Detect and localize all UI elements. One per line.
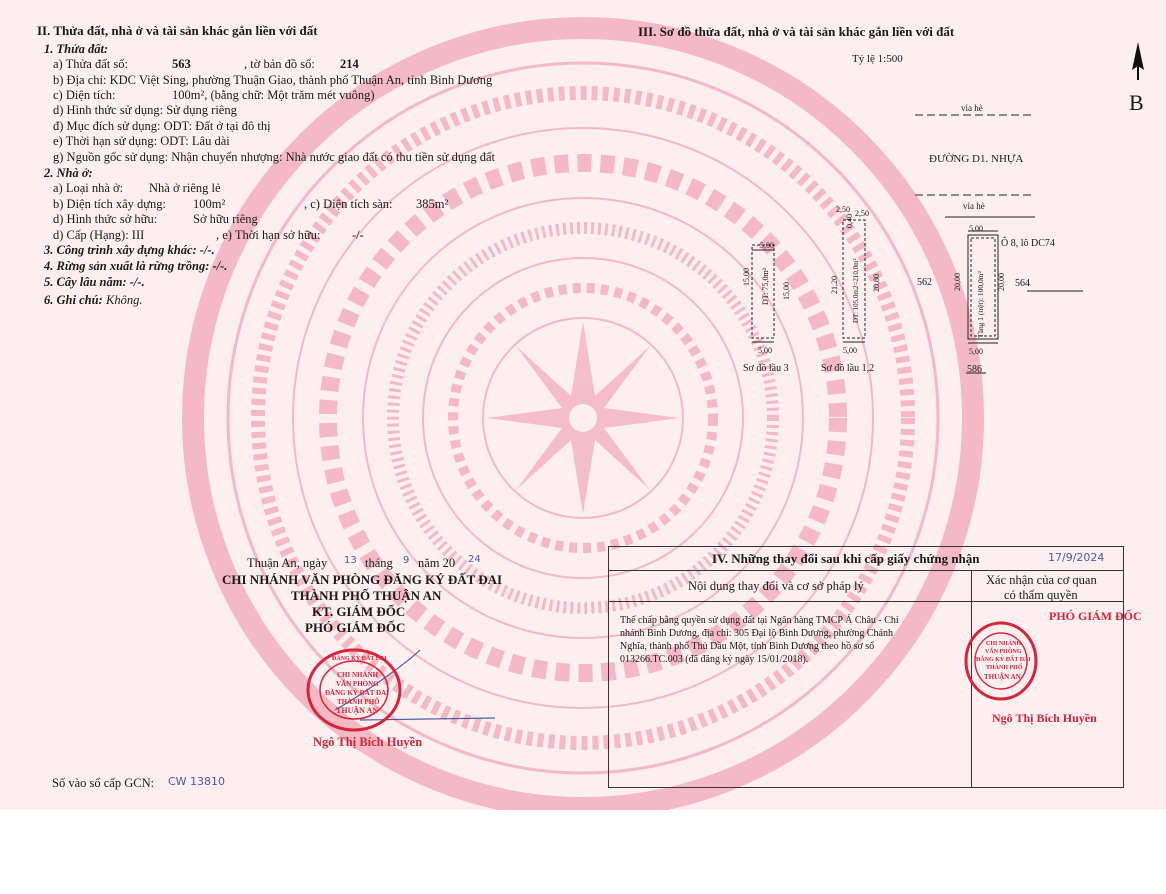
change-content-line-4: 013266.TC.003 (đã đăng ký ngày 15/01/2018). bbox=[620, 654, 809, 665]
lot-label: Ô 8, lô DC74 bbox=[1001, 238, 1055, 249]
signer-title: PHÓ GIÁM ĐỐC bbox=[305, 620, 406, 635]
content-column-header: Nội dung thay đổi và cơ sở pháp lý bbox=[688, 579, 864, 593]
changes-title: IV. Những thay đổi sau khi cấp giấy chứng nhận bbox=[712, 551, 980, 566]
signer-name: Ngô Thị Bích Huyền bbox=[313, 735, 423, 749]
month-label: tháng bbox=[365, 556, 393, 570]
change-content-line-3: Nghĩa, thành phố Thủ Dầu Một, tỉnh Bình Dương theo hồ sơ số bbox=[620, 641, 875, 652]
confirm-column-header-2: có thẩm quyền bbox=[1004, 588, 1078, 602]
floor-area-label: , c) Diện tích sàn: bbox=[304, 197, 393, 211]
floor12-top-dim-1: 2,50 bbox=[836, 205, 850, 214]
confirm-seal-line-5: THUẬN AN bbox=[984, 673, 1021, 681]
seal-line-2: VĂN PHÒNG bbox=[336, 680, 379, 688]
floor3-bottom-dim: 5,00 bbox=[758, 346, 772, 355]
map-scale: Tỷ lệ 1:500 bbox=[852, 53, 903, 65]
house-grade: d) Cấp (Hạng): III bbox=[53, 228, 145, 242]
map-sheet-label: , tờ bản đồ số: bbox=[244, 57, 315, 71]
planted-forest: 4. Rừng sản xuất là rừng trồng: -/-. bbox=[44, 259, 228, 273]
office-name: CHI NHÁNH VĂN PHÒNG ĐĂNG KÝ ĐẤT ĐAI bbox=[222, 572, 503, 587]
parcel-number-label: a) Thửa đất số: bbox=[53, 57, 128, 71]
floor3-right-dim: 15,00 bbox=[782, 282, 791, 300]
confirm-seal-line-4: THÀNH PHỐ bbox=[986, 665, 1023, 671]
issue-place-date-label: Thuận An, ngày bbox=[247, 556, 328, 570]
floor12-right-dim: 20,80 bbox=[872, 274, 881, 292]
register-number: CW 13810 bbox=[168, 775, 226, 788]
ownership-term-value: -/- bbox=[352, 228, 364, 242]
sidewalk-bottom: vỉa hè bbox=[963, 201, 985, 211]
confirm-column-header-1: Xác nhận của cơ quan bbox=[986, 573, 1097, 587]
register-label: Số vào sổ cấp GCN: bbox=[52, 776, 155, 790]
north-label: B bbox=[1129, 90, 1144, 115]
confirm-seal-line-3: ĐĂNG KÝ ĐẤT ĐAI bbox=[976, 657, 1031, 663]
land-use-form: d) Hình thức sử dụng: Sử dụng riêng bbox=[53, 103, 237, 117]
neighbor-right: 564 bbox=[1015, 278, 1030, 289]
map-sheet-number: 214 bbox=[340, 57, 359, 71]
neighbor-bottom: 586 bbox=[967, 364, 982, 375]
land-use-origin: g) Nguồn gốc sử dụng: Nhận chuyển nhượng: Nhà nước giao đất có thu tiền sử dụng đất bbox=[53, 150, 495, 164]
changes-date: 17/9/2024 bbox=[1048, 551, 1105, 564]
parcel-top-dim: 5,00 bbox=[969, 224, 983, 233]
land-area-value: 100m², (bằng chữ: Một trăm mét vuông) bbox=[172, 88, 375, 102]
house-type-label: a) Loại nhà ở: bbox=[53, 181, 124, 195]
road-name: ĐƯỜNG D1. NHỰA bbox=[929, 153, 1024, 165]
floor12-area: DT: 105,0m2=210,0m² bbox=[852, 258, 860, 323]
floor12-bottom-dim: 5,00 bbox=[843, 346, 857, 355]
year-label: năm 20 bbox=[418, 556, 456, 570]
seal-line-5: THUẬN AN bbox=[336, 706, 379, 715]
seal-line-1: CHI NHÁNH bbox=[337, 671, 379, 679]
perennial-trees: 5. Cây lâu năm: -/-. bbox=[44, 275, 145, 289]
floor3-area: DT: 75,0m² bbox=[761, 267, 770, 305]
seal-top-text: ĐĂNG KÝ ĐẤT ĐAI bbox=[332, 656, 387, 662]
land-use-term: e) Thời hạn sử dụng: ODT: Lâu dài bbox=[53, 134, 230, 148]
floor-area-value: 385m² bbox=[416, 197, 449, 211]
changes-table bbox=[608, 546, 1142, 788]
official-seal bbox=[306, 648, 402, 732]
seal-line-4: THÀNH PHỐ bbox=[337, 698, 380, 706]
confirm-signer-name: Ngô Thị Bích Huyền bbox=[992, 711, 1097, 725]
notes-label: 6. Ghi chú: bbox=[44, 293, 103, 307]
parcel-bottom-dim: 5,00 bbox=[969, 347, 983, 356]
floor3-left-dim: 15,00 bbox=[742, 268, 751, 286]
floor3-caption: Sơ đồ lầu 3 bbox=[743, 363, 789, 374]
ownership-term-label: , e) Thời hạn sở hữu: bbox=[216, 228, 321, 242]
issue-month: 9 bbox=[403, 555, 410, 566]
change-content-line-2: nhánh Bình Dương, địa chỉ: 305 Đại lộ Bình Dương, phường Chánh bbox=[620, 628, 893, 639]
issue-day: 13 bbox=[344, 555, 357, 566]
issue-year: 24 bbox=[468, 554, 481, 565]
house-type-value: Nhà ở riêng lẻ bbox=[149, 181, 221, 195]
change-content-line-1: Thế chấp bằng quyền sử dụng đất tại Ngân hàng TMCP Á Châu - Chi bbox=[620, 615, 899, 626]
seal-line-3: ĐĂNG KÝ ĐẤT ĐAI bbox=[325, 689, 389, 697]
office-city: THÀNH PHỐ THUẬN AN bbox=[291, 588, 442, 603]
land-use-purpose: đ) Mục đích sử dụng: ODT: Đất ở tại đô thị bbox=[53, 119, 271, 133]
section-ii-title: II. Thửa đất, nhà ở và tài sản khác gắn liền với đất bbox=[37, 23, 318, 38]
ground-floor-area: Tầng 1 (trệt): 100,0m² bbox=[976, 271, 985, 338]
confirm-seal-line-2: VĂN PHÒNG bbox=[985, 649, 1022, 655]
floor12-left-dim: 21,20 bbox=[830, 276, 839, 294]
house-heading: 2. Nhà ở: bbox=[44, 166, 93, 180]
land-area-label: c) Diện tích: bbox=[53, 88, 116, 102]
building-area-label: b) Diện tích xây dựng: bbox=[53, 197, 167, 211]
section-iii-title: III. Sơ đồ thửa đất, nhà ở và tài sản khác gắn liền với đất bbox=[638, 24, 955, 39]
floor12-caption: Sơ đồ lầu 1,2 bbox=[821, 363, 875, 374]
land-address: b) Địa chỉ: KDC Việt Sing, phường Thuận Giao, thành phố Thuận An, tỉnh Bình Dương bbox=[53, 73, 493, 87]
neighbor-left: 562 bbox=[917, 277, 932, 288]
parcel-number: 563 bbox=[172, 57, 191, 71]
parcel-right-dim: 20,00 bbox=[997, 273, 1006, 291]
confirm-stamp-title: PHÓ GIÁM ĐỐC bbox=[1049, 609, 1142, 623]
floor12-top-dim-3: 0,40 bbox=[845, 214, 854, 228]
parcel-left-dim: 20,00 bbox=[953, 273, 962, 291]
signing-authority: KT. GIÁM ĐỐC bbox=[312, 604, 406, 619]
confirm-seal bbox=[964, 621, 1038, 701]
floor3-top-dim: 5,00 bbox=[760, 241, 774, 250]
other-works: 3. Công trình xây dựng khác: -/-. bbox=[44, 243, 215, 257]
notes-value: Không. bbox=[106, 293, 143, 307]
land-heading: 1. Thửa đất: bbox=[44, 42, 109, 56]
sidewalk-top: vỉa hè bbox=[961, 103, 983, 113]
site-plan bbox=[600, 60, 1160, 390]
ownership-form-label: d) Hình thức sở hữu: bbox=[53, 212, 158, 226]
building-area-value: 100m² bbox=[193, 197, 226, 211]
confirm-seal-line-1: CHI NHÁNH bbox=[986, 641, 1022, 647]
floor12-top-dim-2: 2,50 bbox=[855, 209, 869, 218]
ownership-form-value: Sở hữu riêng bbox=[193, 212, 258, 226]
